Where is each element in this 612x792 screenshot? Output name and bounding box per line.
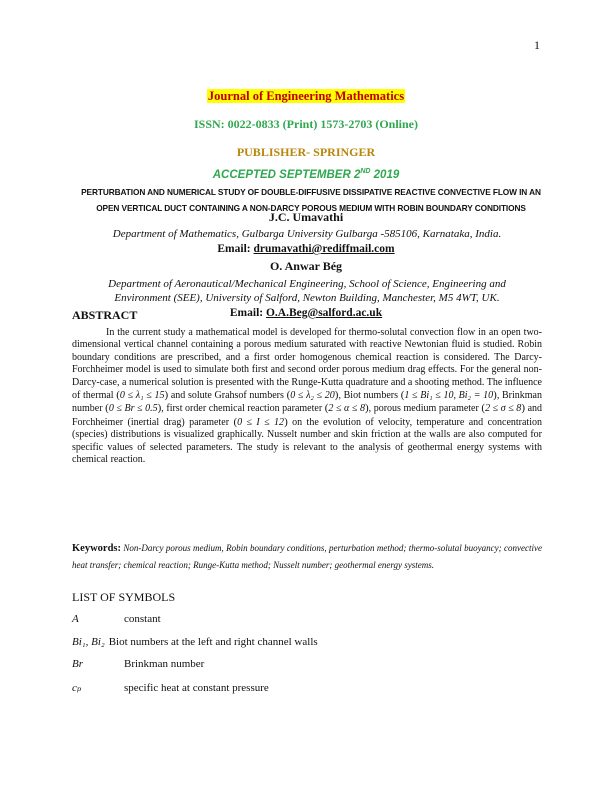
symbol-description: specific heat at constant pressure <box>124 682 269 694</box>
symbol: Bi₁, Bi₂ <box>72 636 105 648</box>
author-1-email-link[interactable]: drumavathi@rediffmail.com <box>253 243 395 255</box>
math-porous-text: 2 ≤ σ ≤ 8 <box>485 403 522 415</box>
abstract-text-2: and solute Grahsof numbers <box>168 390 287 402</box>
abstract-text-8: on the evolution of velocity, temperature and concentration (species) distributions is visualized graphically. Nusselt number and skin friction at the walls are also computed for specific values of selected parameters. The study is relevant to the analysis of geothermal energy systems with chemical reaction. <box>72 416 542 466</box>
math-thermal-text: 0 ≤ λ₁ ≤ 15 <box>119 390 165 402</box>
author-2-name: O. Anwar Bég <box>269 259 343 273</box>
math-forchheimer: (0 ≤ I ≤ 12) <box>233 415 288 428</box>
journal-name <box>0 89 612 104</box>
symbols-heading: LIST OF SYMBOLS <box>72 590 176 604</box>
keywords-text: Non-Darcy porous medium, Robin boundary conditions, perturbation method; thermo-solutal buoyancy; convective heat transfer; chemical reaction; Runge-Kutta method; Nusselt number; geothermal energy systems. <box>72 543 542 570</box>
accepted-suffix: 2019 <box>370 168 400 181</box>
accepted-date <box>0 168 612 181</box>
symbol-description: Brinkman number <box>124 658 205 670</box>
paper-title-line2: OPEN VERTICAL DUCT CONTAINING A NON-DARCY POROUS MEDIUM WITH ROBIN BOUNDARY CONDITIONS <box>96 203 526 213</box>
author-2-affiliation-line1: Department of Aeronautical/Mechanical Engineering, School of Science, Engineering and <box>108 278 506 290</box>
symbol: A <box>72 613 79 625</box>
keywords <box>72 540 542 573</box>
accepted-prefix: ACCEPTED SEPTEMBER 2 <box>212 168 361 181</box>
symbol-row <box>72 636 542 648</box>
abstract-text-5: , first order chemical reaction parameter <box>161 403 325 415</box>
symbol-description: Biot numbers at the left and right channel walls <box>108 636 318 648</box>
math-brinkman: (0 ≤ Br ≤ 0.5) <box>105 402 162 415</box>
math-porous: (2 ≤ σ ≤ 8) <box>481 402 525 415</box>
author-1-name: J.C. Umavathi <box>268 210 344 224</box>
author-1-email <box>0 243 612 255</box>
math-reaction: (2 ≤ α ≤ 8) <box>324 402 369 415</box>
symbol-row <box>72 658 542 670</box>
symbol-row <box>72 613 542 625</box>
journal-publisher: PUBLISHER- SPRINGER <box>236 145 376 159</box>
abstract-heading: ABSTRACT <box>72 308 138 322</box>
math-biot: (1 ≤ Bi₁ ≤ 10, Bi₂ = 10) <box>400 389 497 402</box>
math-grashof: (0 ≤ λ₂ ≤ 20) <box>286 389 339 402</box>
symbol-description: constant <box>124 613 161 625</box>
math-forchheimer-text: 0 ≤ I ≤ 12 <box>237 416 285 428</box>
page-number: 1 <box>534 38 540 52</box>
abstract-body <box>72 327 542 466</box>
journal-issn: ISSN: 0022-0833 (Print) 1573-2703 (Online) <box>194 117 418 131</box>
math-grashof-text: 0 ≤ λ₂ ≤ 20 <box>290 390 335 402</box>
author-2-affiliation-line2: Environment (SEE), University of Salford, Newton Building, Manchester, M5 4WT, UK. <box>114 292 500 304</box>
math-brinkman-text: 0 ≤ Br ≤ 0.5 <box>108 403 158 415</box>
email-label: Email: <box>229 307 266 319</box>
journal-name-text: Journal of Engineering Mathematics <box>207 89 405 103</box>
math-biot-text: 1 ≤ Bi₁ ≤ 10, Bi₂ = 10 <box>404 390 494 402</box>
author-1-affiliation: Department of Mathematics, Gulbarga University Gulbarga -585106, Karnataka, India. <box>112 228 502 240</box>
keywords-label: Keywords: <box>72 543 121 554</box>
email-label: Email: <box>217 243 254 255</box>
abstract-text-6: , porous medium parameter <box>368 403 482 415</box>
abstract-text-4: , Brinkman number <box>72 390 542 415</box>
math-reaction-text: 2 ≤ α ≤ 8 <box>328 403 365 415</box>
abstract-paragraph <box>72 327 542 466</box>
abstract-text-3: , Biot numbers <box>338 390 401 402</box>
math-thermal: (0 ≤ λ₁ ≤ 15) <box>116 389 169 402</box>
symbol-row <box>72 681 542 694</box>
author-2-affiliation <box>72 277 542 305</box>
abstract-text-1: In the current study a mathematical model is developed for thermo-solutal convection flow in an open two-dimensional vertical channel containing a porous medium saturated with reactive Newtonian fluid is studied. Robin boundary conditions are prescribed, and a first order homogenous chemical reaction is considered. The Darcy-Forchheimer model is used to simulate both first and second order porous medium drag effects. For the general non-Darcy-case, a numerical solution is presented with the Runge-Kutta quadrature and a shooting method. The influence of thermal <box>72 327 542 402</box>
abstract-text-7: and Forchheimer (inertial drag) parameter <box>72 403 543 428</box>
accepted-sup: ND <box>360 168 371 175</box>
author-2-email-link[interactable]: O.A.Beg@salford.ac.uk <box>265 307 383 319</box>
symbol: Br <box>72 658 83 670</box>
symbol: cₚ <box>72 682 82 694</box>
paper-title-line1: PERTURBATION AND NUMERICAL STUDY OF DOUBLE-DIFFUSIVE DISSIPATIVE REACTIVE CONVECTIVE FLOW IN AN <box>81 187 541 197</box>
